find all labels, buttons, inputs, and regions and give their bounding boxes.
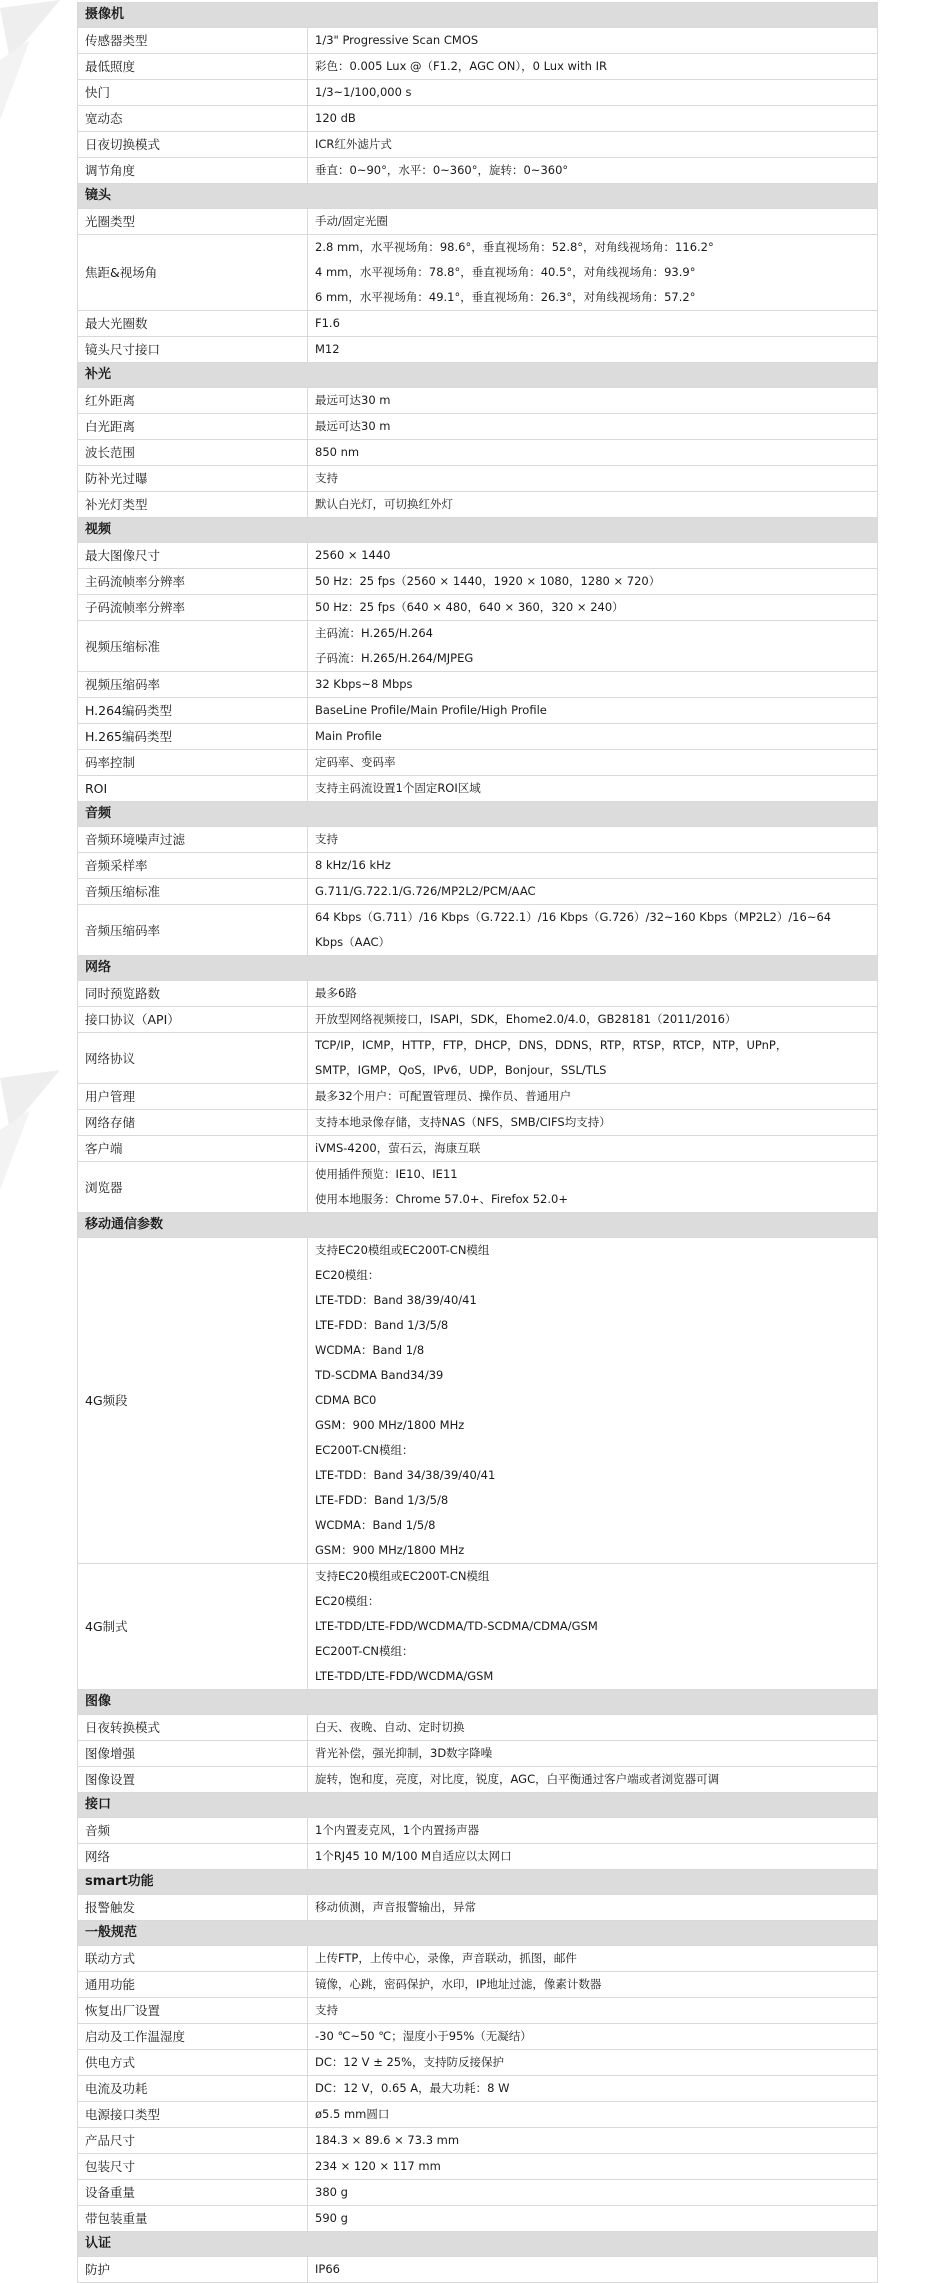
spec-value-line: GSM：900 MHz/1800 MHz <box>315 1543 465 1557</box>
spec-label: 接口协议（API） <box>78 1007 308 1033</box>
spec-value-line: 1个RJ45 10 M/100 M自适应以太网口 <box>315 1849 512 1863</box>
spec-value <box>308 724 878 750</box>
spec-label: 图像增强 <box>78 1741 308 1767</box>
spec-value <box>308 158 878 184</box>
spec-label: 视频压缩标准 <box>78 621 308 672</box>
spec-value-line: 32 Kbps~8 Mbps <box>315 677 413 691</box>
spec-row <box>78 905 878 956</box>
spec-label: 红外距离 <box>78 388 308 414</box>
spec-row <box>78 1162 878 1213</box>
spec-value <box>308 1564 878 1690</box>
spec-value-line: -30 ℃~50 ℃；湿度小于95%（无凝结） <box>315 2029 532 2043</box>
spec-value-line: LTE-TDD：Band 34/38/39/40/41 <box>315 1468 496 1482</box>
spec-value-line: 子码流：H.265/H.264/MJPEG <box>315 651 474 665</box>
spec-value-line: 最远可达30 m <box>315 419 391 433</box>
spec-value <box>308 750 878 776</box>
section-title: 图像 <box>78 1690 878 1715</box>
spec-value <box>308 311 878 337</box>
section-title: 接口 <box>78 1793 878 1818</box>
spec-value-line: GSM：900 MHz/1800 MHz <box>315 1418 465 1432</box>
spec-value-line: ICR红外滤片式 <box>315 137 392 151</box>
spec-value-line: LTE-FDD：Band 1/3/5/8 <box>315 1318 449 1332</box>
spec-value <box>308 414 878 440</box>
spec-value-line: G.711/G.722.1/G.726/MP2L2/PCM/AAC <box>315 884 536 898</box>
spec-label: H.264编码类型 <box>78 698 308 724</box>
spec-value <box>308 2154 878 2180</box>
spec-label: 宽动态 <box>78 106 308 132</box>
spec-value-line: 垂直：0~90°，水平：0~360°，旋转：0~360° <box>315 163 569 177</box>
spec-value <box>308 569 878 595</box>
spec-label: 带包装重量 <box>78 2206 308 2232</box>
spec-label: 码率控制 <box>78 750 308 776</box>
spec-value <box>308 1033 878 1084</box>
spec-label: 启动及工作温湿度 <box>78 2024 308 2050</box>
section-header <box>78 1921 878 1946</box>
spec-value <box>308 879 878 905</box>
spec-row <box>78 492 878 518</box>
spec-value-line: 50 Hz：25 fps（640 × 480，640 × 360，320 × 240） <box>315 600 624 614</box>
spec-value <box>308 2128 878 2154</box>
spec-label: 供电方式 <box>78 2050 308 2076</box>
spec-label: 补光灯类型 <box>78 492 308 518</box>
section-title: 补光 <box>78 363 878 388</box>
spec-row <box>78 2024 878 2050</box>
spec-label: 快门 <box>78 80 308 106</box>
spec-row <box>78 724 878 750</box>
spec-value-line: 590 g <box>315 2211 348 2225</box>
spec-row <box>78 853 878 879</box>
spec-value <box>308 2180 878 2206</box>
spec-label: 最大光圈数 <box>78 311 308 337</box>
section-title: smart功能 <box>78 1870 878 1895</box>
spec-row <box>78 2206 878 2232</box>
spec-row <box>78 543 878 569</box>
spec-value-line: LTE-FDD：Band 1/3/5/8 <box>315 1493 449 1507</box>
spec-row <box>78 1895 878 1921</box>
spec-label: 传感器类型 <box>78 28 308 54</box>
spec-value <box>308 492 878 518</box>
spec-row <box>78 2128 878 2154</box>
spec-row <box>78 776 878 802</box>
spec-value <box>308 1767 878 1793</box>
section-header <box>78 956 878 981</box>
spec-value <box>308 672 878 698</box>
spec-row <box>78 750 878 776</box>
spec-value-line: 850 nm <box>315 445 360 459</box>
spec-value-line: 白天、夜晚、自动、定时切换 <box>315 1720 465 1734</box>
spec-value-line: 默认白光灯，可切换红外灯 <box>315 497 453 511</box>
spec-label: 防护 <box>78 2257 308 2283</box>
spec-value <box>308 1110 878 1136</box>
spec-value-line: 支持 <box>315 832 338 846</box>
spec-value-line: 开放型网络视频接口，ISAPI，SDK，Ehome2.0/4.0，GB28181（2011/2016） <box>315 1012 737 1026</box>
spec-label: 音频 <box>78 1818 308 1844</box>
section-header <box>78 1870 878 1895</box>
spec-row <box>78 698 878 724</box>
spec-row <box>78 1033 878 1084</box>
spec-row <box>78 1998 878 2024</box>
spec-label: 音频采样率 <box>78 853 308 879</box>
spec-value-line: SMTP，IGMP，QoS，IPv6，UDP，Bonjour，SSL/TLS <box>315 1063 607 1077</box>
spec-row <box>78 2050 878 2076</box>
spec-label: 4G频段 <box>78 1238 308 1564</box>
section-header <box>78 518 878 543</box>
spec-row <box>78 1946 878 1972</box>
spec-value <box>308 905 878 956</box>
spec-value <box>308 440 878 466</box>
spec-value-line: TD-SCDMA Band34/39 <box>315 1368 444 1382</box>
spec-value-line: 旋转，饱和度，亮度，对比度，锐度，AGC，白平衡通过客户端或者浏览器可调 <box>315 1772 720 1786</box>
spec-value <box>308 1946 878 1972</box>
spec-value-line: 380 g <box>315 2185 348 2199</box>
spec-row <box>78 879 878 905</box>
spec-row <box>78 1844 878 1870</box>
spec-value-line: EC200T-CN模组： <box>315 1644 414 1658</box>
spec-label: 通用功能 <box>78 1972 308 1998</box>
spec-value <box>308 1972 878 1998</box>
spec-value <box>308 235 878 311</box>
spec-label: 浏览器 <box>78 1162 308 1213</box>
spec-label: 最大图像尺寸 <box>78 543 308 569</box>
spec-value-line: EC20模组： <box>315 1594 380 1608</box>
spec-value-line: LTE-TDD/LTE-FDD/WCDMA/GSM <box>315 1669 494 1683</box>
spec-value-line: 支持本地录像存储，支持NAS（NFS，SMB/CIFS均支持） <box>315 1115 611 1129</box>
spec-row <box>78 621 878 672</box>
section-header <box>78 1793 878 1818</box>
watermark-shape-bottom <box>0 1070 70 1210</box>
section-title: 移动通信参数 <box>78 1213 878 1238</box>
spec-row <box>78 1238 878 1564</box>
watermark-shape-top <box>0 0 70 140</box>
spec-value-line: 64 Kbps（G.711）/16 Kbps（G.722.1）/16 Kbps（G.726）/32~160 Kbps（MP2L2）/16~64 <box>315 910 832 924</box>
spec-value-line: Kbps（AAC） <box>315 935 391 949</box>
spec-value <box>308 2206 878 2232</box>
spec-value-line: 234 × 120 × 117 mm <box>315 2159 441 2173</box>
spec-row <box>78 2154 878 2180</box>
spec-value-line: 184.3 × 89.6 × 73.3 mm <box>315 2133 460 2147</box>
spec-label: 4G制式 <box>78 1564 308 1690</box>
spec-label: 网络存储 <box>78 1110 308 1136</box>
spec-row <box>78 1136 878 1162</box>
spec-value-line: 120 dB <box>315 111 356 125</box>
spec-row <box>78 2102 878 2128</box>
section-title: 视频 <box>78 518 878 543</box>
spec-value-line: IP66 <box>315 2262 340 2276</box>
spec-label: 子码流帧率分辨率 <box>78 595 308 621</box>
spec-value-line: 50 Hz：25 fps（2560 × 1440，1920 × 1080，1280 × 720） <box>315 574 661 588</box>
spec-value-line: 4 mm，水平视场角：78.8°，垂直视场角：40.5°，对角线视场角：93.9° <box>315 265 696 279</box>
spec-row <box>78 981 878 1007</box>
spec-label: 焦距&视场角 <box>78 235 308 311</box>
spec-row <box>78 54 878 80</box>
spec-value-line: 镜像，心跳，密码保护，水印，IP地址过滤，像素计数器 <box>315 1977 602 1991</box>
spec-value <box>308 776 878 802</box>
spec-table <box>77 2 878 2283</box>
spec-value-line: 2560 × 1440 <box>315 548 391 562</box>
section-title: 认证 <box>78 2232 878 2257</box>
spec-value-line: 支持EC20模组或EC200T-CN模组 <box>315 1243 490 1257</box>
spec-value-line: EC200T-CN模组： <box>315 1443 414 1457</box>
spec-value <box>308 1162 878 1213</box>
spec-row <box>78 235 878 311</box>
spec-row <box>78 1084 878 1110</box>
spec-label: 波长范围 <box>78 440 308 466</box>
spec-value-line: ø5.5 mm圆口 <box>315 2107 390 2121</box>
spec-row <box>78 1110 878 1136</box>
spec-value-line: 8 kHz/16 kHz <box>315 858 391 872</box>
spec-value <box>308 827 878 853</box>
spec-value-line: DC：12 V，0.65 A，最大功耗：8 W <box>315 2081 510 2095</box>
spec-value-line: 移动侦测，声音报警输出，异常 <box>315 1900 476 1914</box>
spec-label: 日夜转换模式 <box>78 1715 308 1741</box>
spec-value <box>308 466 878 492</box>
spec-value <box>308 1844 878 1870</box>
spec-value-line: 最多6路 <box>315 986 357 1000</box>
spec-value <box>308 1715 878 1741</box>
spec-label: 音频压缩标准 <box>78 879 308 905</box>
spec-row <box>78 158 878 184</box>
spec-label: 网络 <box>78 1844 308 1870</box>
spec-row <box>78 1818 878 1844</box>
section-header <box>78 1690 878 1715</box>
section-title: 摄像机 <box>78 3 878 28</box>
spec-value-line: 1个内置麦克风，1个内置扬声器 <box>315 1823 480 1837</box>
spec-value <box>308 209 878 235</box>
spec-label: 网络协议 <box>78 1033 308 1084</box>
spec-label: 图像设置 <box>78 1767 308 1793</box>
spec-row <box>78 1972 878 1998</box>
spec-value-line: WCDMA：Band 1/5/8 <box>315 1518 436 1532</box>
spec-value-line: 背光补偿，强光抑制，3D数字降噪 <box>315 1746 493 1760</box>
spec-label: 日夜切换模式 <box>78 132 308 158</box>
spec-row <box>78 414 878 440</box>
spec-value-line: 主码流：H.265/H.264 <box>315 626 433 640</box>
spec-value <box>308 981 878 1007</box>
spec-row <box>78 2257 878 2283</box>
spec-label: 恢复出厂设置 <box>78 1998 308 2024</box>
spec-value-line: 支持EC20模组或EC200T-CN模组 <box>315 1569 490 1583</box>
spec-value-line: 手动/固定光圈 <box>315 214 388 228</box>
spec-value-line: 最多32个用户：可配置管理员、操作员、普通用户 <box>315 1089 572 1103</box>
spec-label: 产品尺寸 <box>78 2128 308 2154</box>
spec-value-line: 支持 <box>315 471 338 485</box>
spec-value <box>308 28 878 54</box>
spec-value-line: CDMA BC0 <box>315 1393 377 1407</box>
spec-value <box>308 2076 878 2102</box>
spec-value <box>308 698 878 724</box>
section-title: 网络 <box>78 956 878 981</box>
spec-label: ROI <box>78 776 308 802</box>
spec-value <box>308 388 878 414</box>
spec-label: 视频压缩码率 <box>78 672 308 698</box>
spec-value <box>308 2050 878 2076</box>
spec-row <box>78 337 878 363</box>
spec-value-line: 1/3~1/100,000 s <box>315 85 412 99</box>
spec-label: 联动方式 <box>78 1946 308 1972</box>
spec-value <box>308 1818 878 1844</box>
spec-value-line: BaseLine Profile/Main Profile/High Profile <box>315 703 547 717</box>
spec-value-line: 定码率、变码率 <box>315 755 396 769</box>
spec-label: 用户管理 <box>78 1084 308 1110</box>
spec-value-line: LTE-TDD：Band 38/39/40/41 <box>315 1293 477 1307</box>
spec-label: 设备重量 <box>78 2180 308 2206</box>
spec-label: 电流及功耗 <box>78 2076 308 2102</box>
spec-value-line: 支持 <box>315 2003 338 2017</box>
spec-value-line: DC：12 V ± 25%，支持防反接保护 <box>315 2055 505 2069</box>
section-title: 镜头 <box>78 184 878 209</box>
spec-row <box>78 1007 878 1033</box>
spec-label: 同时预览路数 <box>78 981 308 1007</box>
spec-value <box>308 54 878 80</box>
spec-row <box>78 440 878 466</box>
section-header <box>78 363 878 388</box>
spec-value-line: 最远可达30 m <box>315 393 391 407</box>
section-title: 一般规范 <box>78 1921 878 1946</box>
spec-row <box>78 595 878 621</box>
spec-value-line: TCP/IP，ICMP，HTTP，FTP，DHCP，DNS，DDNS，RTP，RTSP，RTCP，NTP，UPnP， <box>315 1038 788 1052</box>
spec-value <box>308 1136 878 1162</box>
spec-value <box>308 1998 878 2024</box>
spec-row <box>78 827 878 853</box>
spec-value-line: M12 <box>315 342 340 356</box>
spec-label: 调节角度 <box>78 158 308 184</box>
spec-value <box>308 1741 878 1767</box>
spec-row <box>78 2180 878 2206</box>
spec-value-line: EC20模组： <box>315 1268 380 1282</box>
spec-value-line: 支持主码流设置1个固定ROI区域 <box>315 781 481 795</box>
section-header <box>78 2232 878 2257</box>
spec-value <box>308 1895 878 1921</box>
spec-row <box>78 311 878 337</box>
spec-row <box>78 2076 878 2102</box>
spec-value <box>308 2024 878 2050</box>
spec-value <box>308 80 878 106</box>
spec-label: 防补光过曝 <box>78 466 308 492</box>
spec-value-line: LTE-TDD/LTE-FDD/WCDMA/TD-SCDMA/CDMA/GSM <box>315 1619 598 1633</box>
spec-label: 白光距离 <box>78 414 308 440</box>
spec-label: H.265编码类型 <box>78 724 308 750</box>
spec-value-line: 2.8 mm，水平视场角：98.6°，垂直视场角：52.8°，对角线视场角：116.2° <box>315 240 714 254</box>
spec-value <box>308 337 878 363</box>
section-title: 音频 <box>78 802 878 827</box>
spec-row <box>78 388 878 414</box>
spec-label: 报警触发 <box>78 1895 308 1921</box>
spec-row <box>78 28 878 54</box>
spec-label: 客户端 <box>78 1136 308 1162</box>
spec-value <box>308 2102 878 2128</box>
spec-value <box>308 1007 878 1033</box>
spec-value-line: F1.6 <box>315 316 340 330</box>
spec-value <box>308 132 878 158</box>
spec-value <box>308 621 878 672</box>
spec-label: 音频压缩码率 <box>78 905 308 956</box>
spec-value <box>308 1084 878 1110</box>
spec-label: 光圈类型 <box>78 209 308 235</box>
section-header <box>78 802 878 827</box>
spec-row <box>78 106 878 132</box>
spec-value <box>308 853 878 879</box>
spec-value-line: 使用插件预览：IE10、IE11 <box>315 1167 458 1181</box>
spec-row <box>78 466 878 492</box>
spec-row <box>78 209 878 235</box>
spec-value <box>308 543 878 569</box>
section-header <box>78 184 878 209</box>
spec-row <box>78 1715 878 1741</box>
spec-row <box>78 1741 878 1767</box>
spec-value <box>308 2257 878 2283</box>
spec-value-line: 上传FTP，上传中心，录像，声音联动，抓图，邮件 <box>315 1951 577 1965</box>
section-header <box>78 1213 878 1238</box>
spec-row <box>78 672 878 698</box>
spec-row <box>78 132 878 158</box>
spec-row <box>78 1767 878 1793</box>
spec-value-line: 使用本地服务：Chrome 57.0+、Firefox 52.0+ <box>315 1192 568 1206</box>
spec-value-line: Main Profile <box>315 729 382 743</box>
spec-row <box>78 80 878 106</box>
spec-value-line: WCDMA：Band 1/8 <box>315 1343 425 1357</box>
spec-label: 最低照度 <box>78 54 308 80</box>
section-header <box>78 3 878 28</box>
spec-value-line: 6 mm，水平视场角：49.1°，垂直视场角：26.3°，对角线视场角：57.2° <box>315 290 696 304</box>
spec-value <box>308 595 878 621</box>
spec-label: 音频环境噪声过滤 <box>78 827 308 853</box>
spec-label: 主码流帧率分辨率 <box>78 569 308 595</box>
spec-value-line: 1/3" Progressive Scan CMOS <box>315 33 479 47</box>
spec-value <box>308 1238 878 1564</box>
spec-label: 包装尺寸 <box>78 2154 308 2180</box>
spec-label: 镜头尺寸接口 <box>78 337 308 363</box>
spec-row <box>78 1564 878 1690</box>
spec-value-line: 彩色：0.005 Lux @（F1.2，AGC ON），0 Lux with IR <box>315 59 607 73</box>
spec-label: 电源接口类型 <box>78 2102 308 2128</box>
spec-value <box>308 106 878 132</box>
spec-row <box>78 569 878 595</box>
spec-value-line: iVMS-4200，萤石云，海康互联 <box>315 1141 481 1155</box>
